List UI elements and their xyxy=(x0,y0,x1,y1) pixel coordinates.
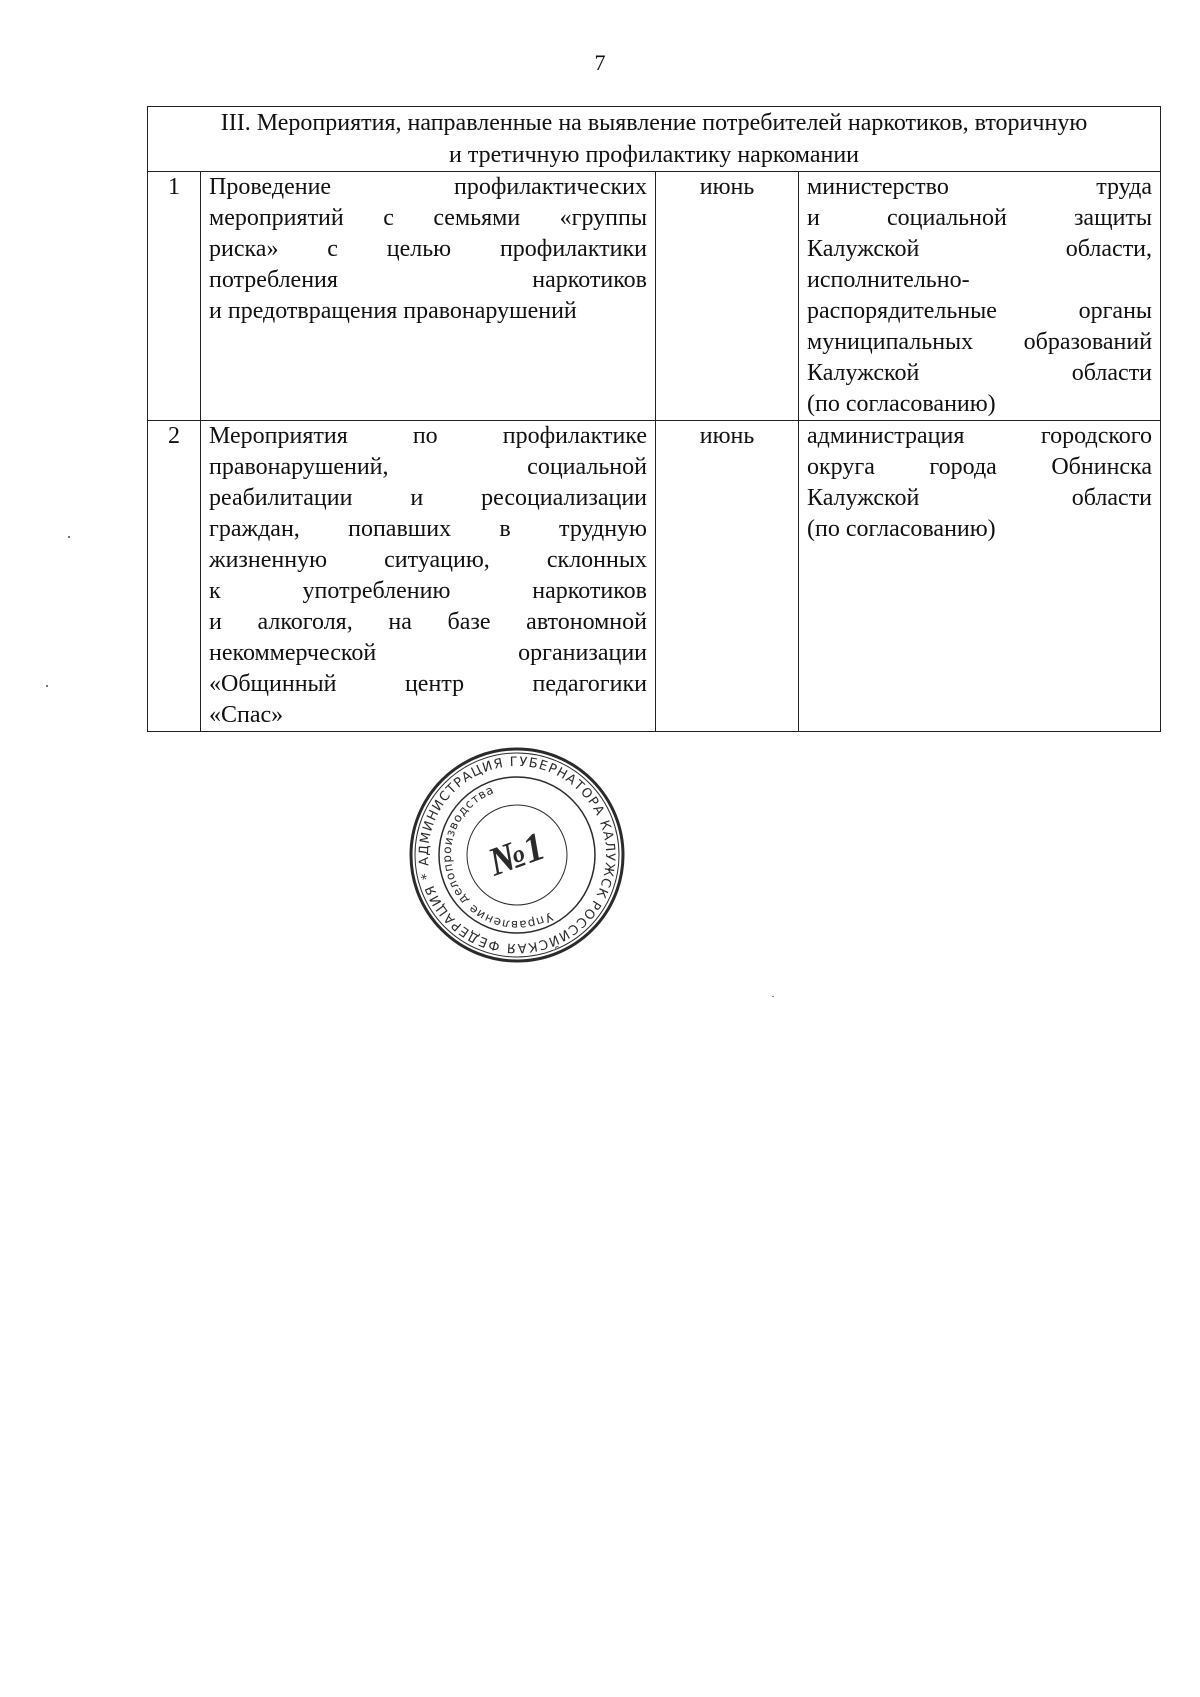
section-title-line-1: III. Мероприятия, направленные на выявление потребителей наркотиков, вторичную xyxy=(220,110,1088,136)
event-line: потребления наркотиков xyxy=(209,267,647,293)
event-line: и алкоголя, на базе автономной xyxy=(209,609,647,635)
executor-line: исполнительно- xyxy=(807,267,970,293)
section-title-line-2: и третичную профилактику наркомании xyxy=(449,142,860,168)
seal-center-text: №1 xyxy=(482,822,551,885)
executor-line: Калужской области xyxy=(807,360,1153,386)
event-line: риска» с целью профилактики xyxy=(209,236,647,262)
event-line: Проведение профилактических xyxy=(209,174,647,200)
event-line: правонарушений, социальной xyxy=(209,454,647,480)
event-cell xyxy=(201,421,656,732)
executor-line: округа города Обнинска xyxy=(807,454,1153,480)
executor-line: Калужской области xyxy=(807,485,1153,511)
scan-speck xyxy=(68,536,70,538)
event-cell xyxy=(201,172,656,421)
table-row xyxy=(148,172,1161,421)
event-line: мероприятий с семьями «группы xyxy=(209,205,647,231)
executor-line: (по согласованию) xyxy=(807,516,996,542)
plan-table xyxy=(147,106,1161,732)
executor-line: и социальной защиты xyxy=(807,205,1153,231)
event-line: реабилитации и ресоциализации xyxy=(209,485,647,511)
seal-inner-text: Управление делопроизводства xyxy=(439,782,556,933)
scan-speck xyxy=(46,685,48,687)
page-number: 7 xyxy=(594,50,606,75)
event-line: Мероприятия по профилактике xyxy=(209,423,647,449)
section-title xyxy=(148,107,1161,172)
section-header-row xyxy=(148,107,1161,172)
executor-line: (по согласованию) xyxy=(807,391,996,417)
seal-outer-text: РОССИЙСКАЯ ФЕДЕРАЦИЯ * АДМИНИСТРАЦИЯ ГУБЕРНАТОРА КАЛУЖСКОЙ xyxy=(416,754,618,956)
event-line: некоммерческой организации xyxy=(209,640,647,666)
row-number: 1 xyxy=(148,172,201,421)
official-seal xyxy=(408,746,626,964)
event-line: «Общинный центр педагогики xyxy=(209,671,647,697)
executor-cell xyxy=(799,421,1161,732)
event-line: «Спас» xyxy=(209,702,284,728)
row-number: 2 xyxy=(148,421,201,732)
executor-line: министерство труда xyxy=(807,174,1153,200)
term-cell: июнь xyxy=(656,172,799,421)
executor-line: муниципальных образований xyxy=(807,329,1153,355)
event-line: к употреблению наркотиков xyxy=(209,578,647,604)
event-line: граждан, попавших в трудную xyxy=(209,516,647,542)
executor-line: распорядительные органы xyxy=(807,298,1153,324)
term-cell: июнь xyxy=(656,421,799,732)
executor-line: администрация городского xyxy=(807,423,1153,449)
table-row xyxy=(148,421,1161,732)
scan-speck xyxy=(772,996,774,997)
executor-line: Калужской области, xyxy=(807,236,1153,262)
event-line: и предотвращения правонарушений xyxy=(209,298,577,324)
event-line: жизненную ситуацию, склонных xyxy=(209,547,647,573)
executor-cell xyxy=(799,172,1161,421)
